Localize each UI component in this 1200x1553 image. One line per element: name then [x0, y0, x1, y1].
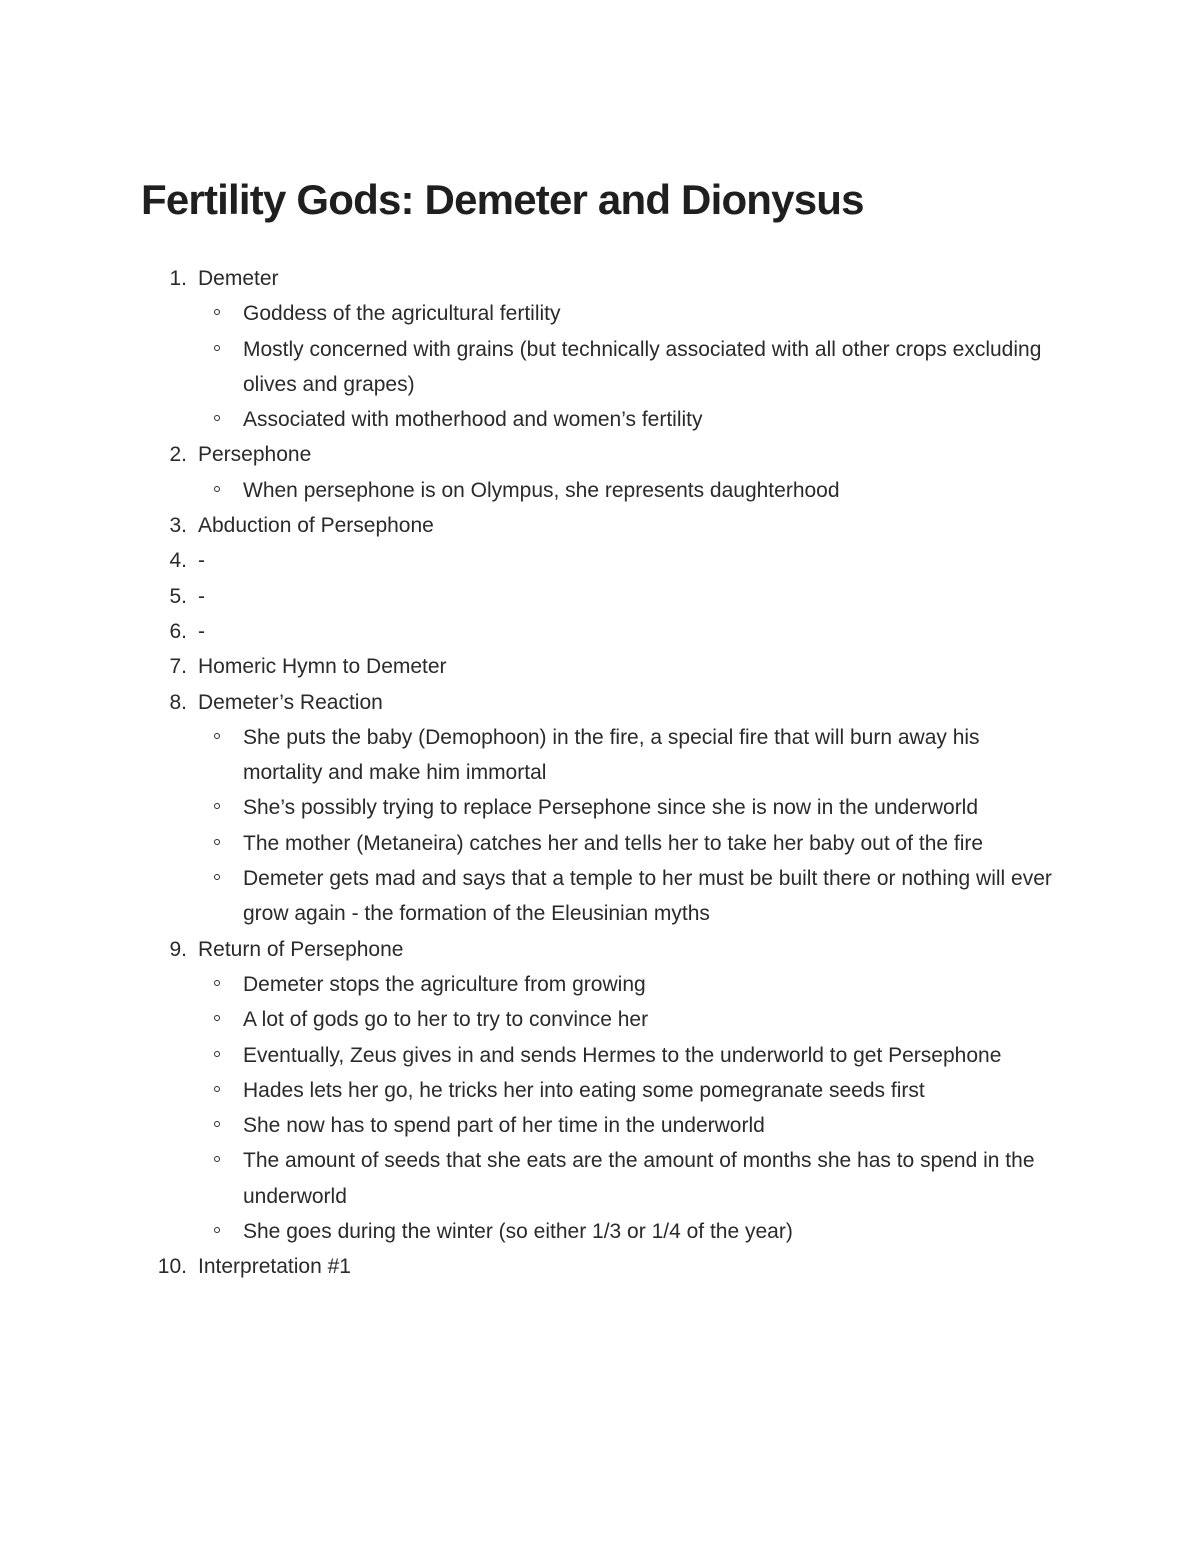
sub-list-item	[198, 720, 1063, 791]
sub-list-item	[198, 1214, 1063, 1249]
list-item	[141, 932, 1071, 1250]
list-number: 7.	[169, 655, 187, 679]
hollow-bullet-icon	[214, 1156, 220, 1162]
sub-list-item	[198, 967, 1063, 1002]
hollow-bullet-icon	[214, 345, 220, 351]
list-item-label: Return of Persephone	[198, 937, 404, 961]
list-number: 9.	[169, 937, 187, 961]
hollow-bullet-icon	[214, 1121, 220, 1127]
hollow-bullet-icon	[214, 1086, 220, 1092]
list-item	[141, 1249, 1071, 1284]
list-item-label: Demeter	[198, 267, 279, 290]
outline-list	[141, 261, 1071, 1285]
sub-list-item-text: Mostly concerned with grains (but technically associated with all other crops excluding olives and grapes)	[243, 337, 1042, 396]
list-item	[141, 614, 1071, 649]
list-item-label: Homeric Hymn to Demeter	[198, 655, 447, 679]
sub-list-item-text: A lot of gods go to her to try to convince her	[243, 1008, 649, 1032]
sub-list-item	[198, 402, 1063, 437]
sub-list-item	[198, 296, 1063, 331]
sub-list-item	[198, 1073, 1063, 1108]
sub-list-item-text: Hades lets her go, he tricks her into eating some pomegranate seeds first	[243, 1078, 925, 1102]
list-item	[141, 579, 1071, 614]
list-item-label: -	[198, 619, 205, 643]
list-number: 1.	[169, 267, 187, 290]
sub-list-item	[198, 1038, 1063, 1073]
list-number: 4.	[169, 549, 187, 573]
sub-list-item-text: Demeter gets mad and says that a temple to her must be built there or nothing will ever grow again - the formation of the Eleusinian myths	[243, 867, 1052, 926]
list-item-label: Persephone	[198, 443, 312, 467]
list-number: 8.	[169, 690, 187, 714]
list-item	[141, 261, 1071, 437]
list-number: 3.	[169, 514, 187, 538]
sub-list-item	[198, 473, 1063, 508]
page-title: Fertility Gods: Demeter and Dionysus	[141, 176, 864, 223]
list-item	[141, 437, 1071, 508]
sub-list-item-text: Eventually, Zeus gives in and sends Hermes to the underworld to get Persephone	[243, 1043, 1002, 1067]
sub-list-item-text: She goes during the winter (so either 1/3 or 1/4 of the year)	[243, 1220, 793, 1244]
sub-list-item-text: She now has to spend part of her time in the underworld	[243, 1114, 765, 1138]
sub-list-item-text: The mother (Metaneira) catches her and tells her to take her baby out of the fire	[243, 831, 984, 855]
list-number: 10.	[157, 1255, 187, 1279]
list-item	[141, 649, 1071, 684]
list-item	[141, 508, 1071, 543]
sub-list	[198, 720, 1071, 932]
list-number: 2.	[169, 443, 187, 467]
sub-list-item-text: Associated with motherhood and women’s fertility	[243, 408, 703, 432]
sub-list	[198, 296, 1071, 437]
sub-list-item-text: The amount of seeds that she eats are the amount of months she has to spend in the underworld	[243, 1149, 1035, 1208]
sub-list-item-text: She puts the baby (Demophoon) in the fire, a special fire that will burn away his mortality and make him immortal	[243, 725, 980, 785]
hollow-bullet-icon	[214, 803, 220, 809]
sub-list-item	[198, 1108, 1063, 1143]
hollow-bullet-icon	[214, 874, 220, 880]
sub-list-item	[198, 826, 1063, 861]
hollow-bullet-icon	[214, 980, 220, 986]
list-number: 6.	[169, 619, 187, 643]
list-item-label: Abduction of Persephone	[198, 514, 434, 538]
sub-list-item-text: Goddess of the agricultural fertility	[243, 302, 561, 326]
hollow-bullet-icon	[214, 415, 220, 421]
hollow-bullet-icon	[214, 839, 220, 845]
sub-list-item-text: She’s possibly trying to replace Persephone since she is now in the underworld	[243, 796, 979, 820]
list-item	[141, 685, 1071, 932]
sub-list	[198, 967, 1071, 1249]
list-item-label: Demeter’s Reaction	[198, 690, 383, 714]
sub-list-item	[198, 861, 1063, 932]
sub-list-item	[198, 790, 1063, 825]
list-item	[141, 543, 1071, 578]
list-number: 5.	[169, 584, 187, 608]
sub-list-item	[198, 332, 1063, 403]
hollow-bullet-icon	[214, 1051, 220, 1057]
sub-list	[198, 473, 1071, 508]
sub-list-item	[198, 1002, 1063, 1037]
hollow-bullet-icon	[214, 1015, 220, 1021]
list-item-label: -	[198, 549, 205, 573]
list-item-label: -	[198, 584, 205, 608]
hollow-bullet-icon	[214, 309, 220, 315]
sub-list-item-text: When persephone is on Olympus, she represents daughterhood	[243, 478, 840, 502]
hollow-bullet-icon	[214, 1227, 220, 1233]
hollow-bullet-icon	[214, 486, 220, 492]
sub-list-item	[198, 1143, 1063, 1214]
list-item-label: Interpretation #1	[198, 1255, 351, 1279]
sub-list-item-text: Demeter stops the agriculture from growing	[243, 972, 646, 996]
hollow-bullet-icon	[214, 733, 220, 739]
